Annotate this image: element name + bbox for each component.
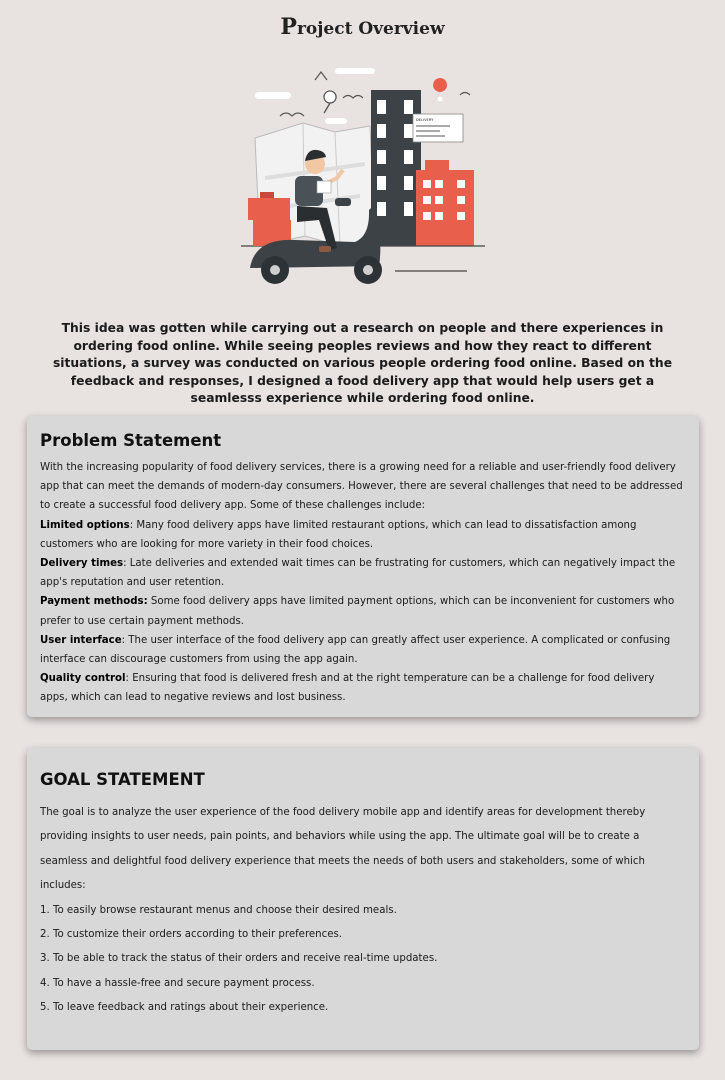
goal-item: 5. To leave feedback and ratings about their experience. <box>40 1002 329 1014</box>
problem-item-title: Quality control <box>40 673 126 685</box>
goal-statement-heading: GOAL STATEMENT <box>40 770 205 789</box>
problem-item <box>40 592 685 630</box>
goal-statement-card <box>27 748 699 1050</box>
problem-item-text: Ensuring that food is delivered fresh and at the right temperature can be a challenge for food delivery apps, which can lead to negative reviews and lost business. <box>40 673 655 704</box>
goal-item: 1. To easily browse restaurant menus and choose their desired meals. <box>40 904 397 916</box>
problem-item-text: The user interface of the food delivery app can greatly affect user experience. A complicated or confusing interface can discourage customers from using the app again. <box>40 634 671 666</box>
problem-item-title: Limited options <box>40 519 130 531</box>
sign-text: DELIVERY <box>416 118 434 122</box>
problem-item-title: User interface <box>40 634 122 646</box>
problem-item-title: Payment methods: <box>40 596 148 608</box>
problem-statement-card <box>27 416 699 717</box>
page-title-initial: P <box>280 14 297 40</box>
goal-item: 3. To be able to track the status of their orders and receive real-time updates. <box>40 953 438 965</box>
problem-item: Quality control: Ensuring that food is delivered fresh and at the right temperature can be a challenge for food delivery apps, which can lead to negative reviews and lost business. <box>40 673 655 704</box>
problem-item-title: Delivery times <box>40 558 124 570</box>
delivery-rider-illustration <box>235 68 495 298</box>
problem-item-text: Late deliveries and extended wait times can be frustrating for customers, which can negatively impact the app's reputation and user retention. <box>40 558 676 589</box>
problem-item: User interface: The user interface of the food delivery app can greatly affect user experience. A complicated or confusing interface can discourage customers from using the app again. <box>40 634 671 666</box>
problem-intro: With the increasing popularity of food delivery services, there is a growing need for a reliable and user-friendly food delivery app that can meet the demands of modern-day consumers. However, there are several challenges that need to be addressed to create a successful food delivery app. Some of these challenges include: <box>40 462 683 512</box>
page-title <box>0 14 725 40</box>
goal-intro: The goal is to analyze the user experience of the food delivery mobile app and identify areas for development thereby providing insights to user needs, pain points, and behaviors while using the app. The ultimate goal will be to create a seamless and delightful food delivery experience that meets the needs of both users and stakeholders, some of which includes: <box>40 807 646 892</box>
page-title-rest: roject Overview <box>296 19 445 39</box>
problem-item-text: Many food delivery apps have limited restaurant options, which can lead to dissatisfaction among customers who are looking for more variety in their food choices. <box>40 519 637 550</box>
problem-item: Delivery times: Late deliveries and extended wait times can be frustrating for customers, which can negatively impact the app's reputation and user retention. <box>40 558 676 589</box>
problem-item-text: Some food delivery apps have limited payment options, which can be inconvenient for customers who prefer to use certain payment methods. <box>40 596 675 627</box>
intro-paragraph: This idea was gotten while carrying out a research on people and there experiences in ordering food online. While seeing peoples reviews and how they react to different situations, a survey was conducted on various people ordering food online. Based on the feedback and responses, I designed a food delivery app that would help users get a seamlesss experience while ordering food online. <box>52 321 673 406</box>
goal-item: 2. To customize their orders according to their preferences. <box>40 929 343 941</box>
goal-item: 4. To have a hassle-free and secure payment process. <box>40 977 315 989</box>
problem-item: Limited options: Many food delivery apps have limited restaurant options, which can lead to dissatisfaction among customers who are looking for more variety in their food choices. <box>40 519 637 550</box>
problem-statement-heading: Problem Statement <box>40 431 222 450</box>
